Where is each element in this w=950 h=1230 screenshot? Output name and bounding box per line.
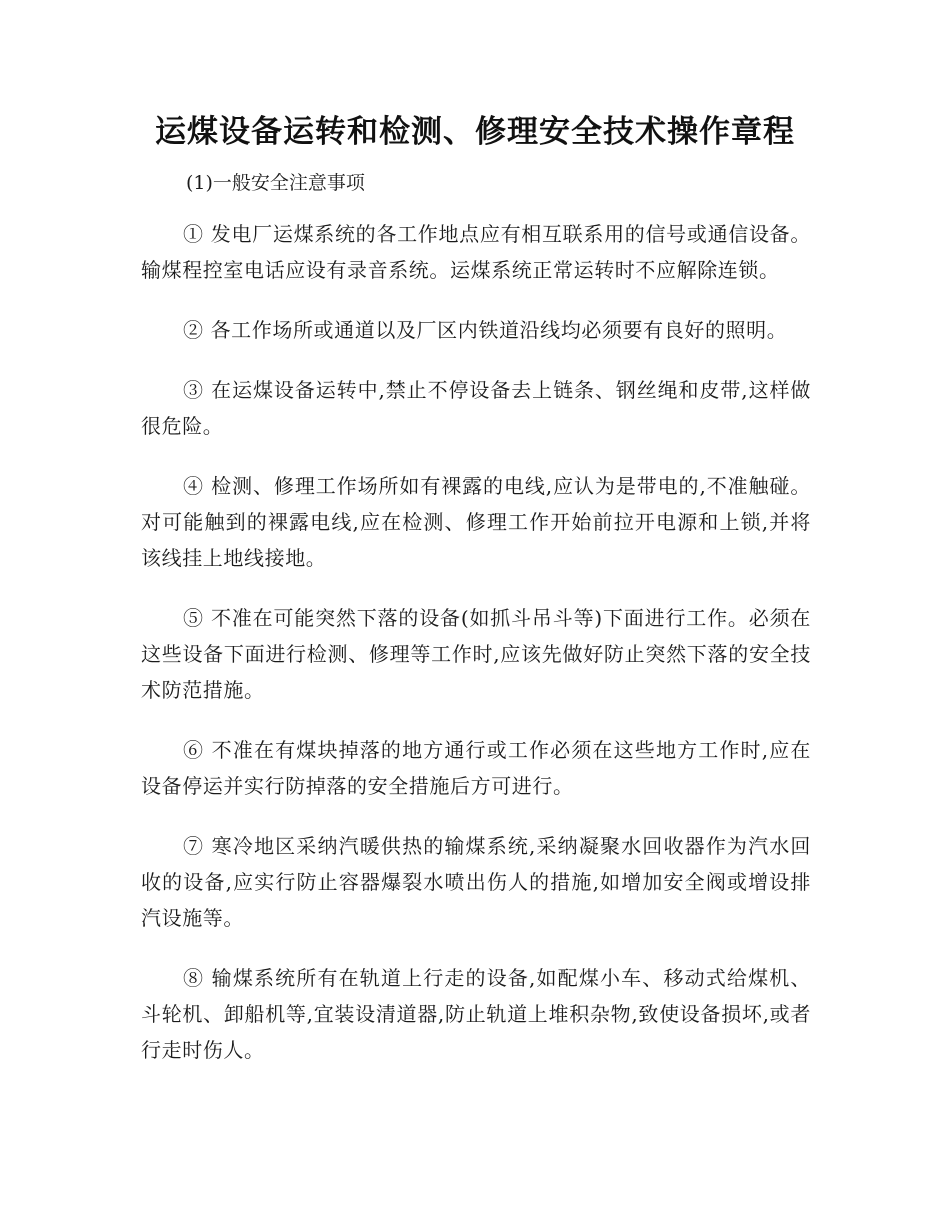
paragraph-2: ② 各工作场所或通道以及厂区内铁道沿线均必须要有良好的照明。 <box>183 318 788 342</box>
paragraph-7: ⑦ 寒冷地区采纳汽暖供热的输煤系统,采纳凝聚水回收器作为汽水回收的设备,应实行防止容器爆裂水喷出伤人的措施,如增加安全阀或增设排汽设施等。 <box>141 834 811 930</box>
paragraph-5: ⑤ 不准在可能突然下落的设备(如抓斗吊斗等)下面进行工作。必须在这些设备下面进行检测、修理等工作时,应该先做好防止突然下落的安全技术防范措施。 <box>141 606 811 702</box>
document-body <box>141 216 811 1092</box>
page-title: 运煤设备运转和检测、修理安全技术操作章程 <box>155 114 795 150</box>
section-heading: (1)一般安全注意事项 <box>186 172 365 194</box>
paragraph-4: ④ 检测、修理工作场所如有裸露的电线,应认为是带电的,不准触碰。对可能触到的裸露电线,应在检测、修理工作开始前拉开电源和上锁,并将该线挂上地线接地。 <box>141 474 811 570</box>
paragraph-8: ⑧ 输煤系统所有在轨道上行走的设备,如配煤小车、移动式给煤机、斗轮机、卸船机等,宜装设清道器,防止轨道上堆积杂物,致使设备损坏,或者行走时伤人。 <box>141 966 811 1062</box>
paragraph-1: ① 发电厂运煤系统的各工作地点应有相互联系用的信号或通信设备。输煤程控室电话应设有录音系统。运煤系统正常运转时不应解除连锁。 <box>141 222 811 282</box>
paragraph-6: ⑥ 不准在有煤块掉落的地方通行或工作必须在这些地方工作时,应在设备停运并实行防掉落的安全措施后方可进行。 <box>141 738 811 798</box>
paragraph-3: ③ 在运煤设备运转中,禁止不停设备去上链条、钢丝绳和皮带,这样做很危险。 <box>141 378 811 438</box>
